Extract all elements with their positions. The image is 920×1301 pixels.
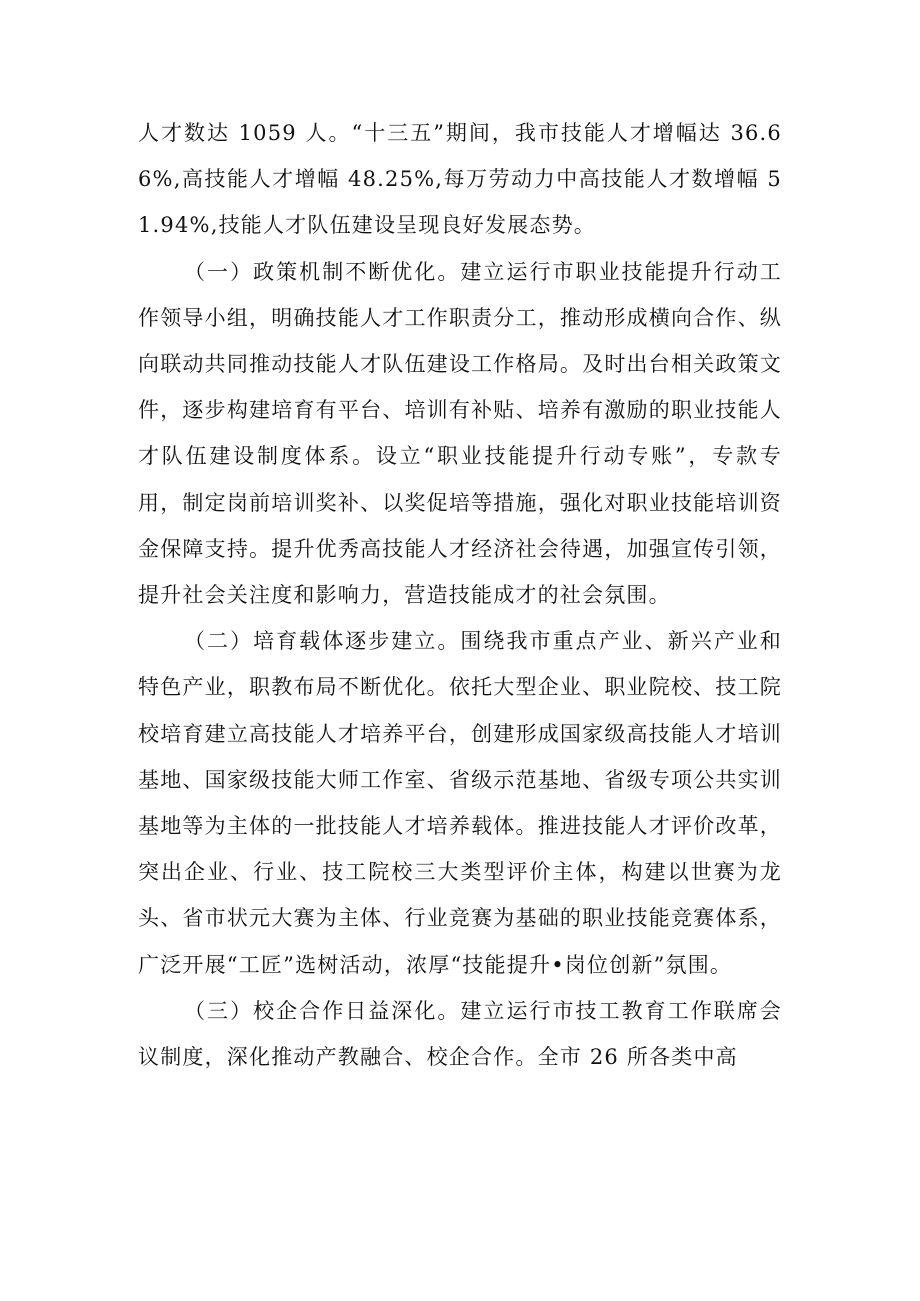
paragraph-school-enterprise: （三）校企合作日益深化。建立运行市技工教育工作联席会议制度，深化推动产教融合、校企合作。全市 26 所各类中高 (138, 998, 782, 1070)
paragraph-training-carriers: （二）培育载体逐步建立。围绕我市重点产业、新兴产业和特色产业，职教布局不断优化。依托大型企业、职业院校、技工院校培育建立高技能人才培养平台，创建形成国家级高技能人才培训基地、国家级技能大师工作室、省级示范基地、省级专项公共实训基地等为主体的一批技能人才培养载体。推进技能人才评价改革，突出企业、行业、技工院校三大类型评价主体，构建以世赛为龙头、省市状元大赛为主体、行业竞赛为基础的职业技能竞赛体系，广泛开展“工匠”选树活动，浓厚“技能提升•岗位创新”氛围。 (138, 629, 782, 977)
paragraph-policy-mechanism: （一）政策机制不断优化。建立运行市职业技能提升行动工作领导小组，明确技能人才工作职责分工，推动形成横向合作、纵向联动共同推动技能人才队伍建设工作格局。及时出台相关政策文件，逐步构建培育有平台、培训有补贴、培养有激励的职业技能人才队伍建设制度体系。设立“职业技能提升行动专账”，专款专用，制定岗前培训奖补、以奖促培等措施，强化对职业技能培训资金保障支持。提升优秀高技能人才经济社会待遇，加强宣传引领，提升社会关注度和影响力，营造技能成才的社会氛围。 (138, 259, 782, 608)
paragraph-summary: 人才数达 1059 人。“十三五”期间，我市技能人才增幅达 36.66%,高技能人才增幅 48.25%,每万劳动力中高技能人才数增幅 51.94%,技能人才队伍建设呈现良好发展态势。 (138, 121, 782, 238)
